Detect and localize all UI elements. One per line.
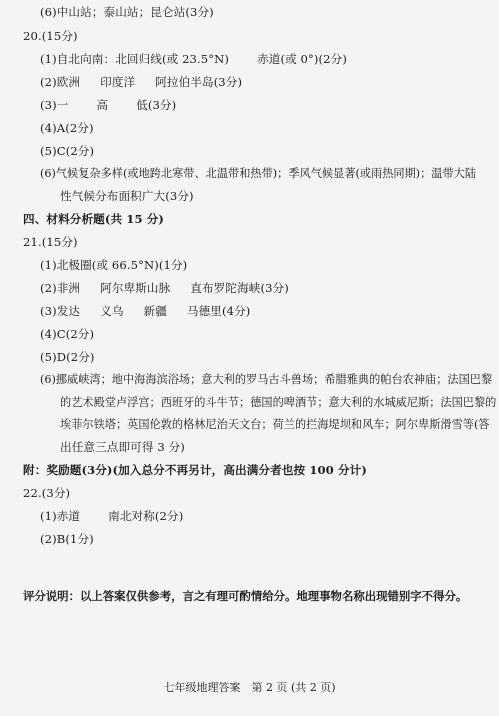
q20-item1 (40, 52, 347, 66)
q20-item3 (40, 98, 176, 112)
q22-item1 (40, 509, 183, 523)
q21-item1: (1)北极圈(或 66.5°N)(1分) (40, 258, 188, 272)
q20-item4: (4)A(2分) (40, 121, 94, 135)
q21-item6-line4: 出任意三点即可得 3 分) (60, 440, 185, 454)
q20-item6-line2: 性气候分布面积广大(3分) (60, 189, 194, 203)
q22-item2: (2)B(1分) (40, 532, 94, 546)
q20-item2-part-b: 印度洋 (100, 75, 136, 89)
q21-item5: (5)D(2分) (40, 350, 95, 364)
q20-item1-part-b: 赤道(或 0°)(2分) (257, 52, 347, 66)
q21-item2-part-b: 阿尔卑斯山脉 (100, 281, 171, 295)
q21-item3 (40, 304, 250, 318)
q21-item6-line2: 的艺术殿堂卢浮宫；西班牙的斗牛节；德国的啤酒节；意大利的水城威尼斯；法国巴黎的 (60, 396, 497, 409)
q21-item6-line3: 埃菲尔铁塔；英国伦敦的格林尼治天文台；荷兰的拦海堤坝和风车；阿尔卑斯滑雪等(答 (60, 418, 490, 431)
q21-item3-part-a: (3)发达 (40, 304, 81, 318)
q20-item3-part-a: (3)一 (40, 98, 69, 112)
q20-item2 (40, 75, 242, 89)
q20-item2-part-a: (2)欧洲 (40, 75, 81, 89)
page-footer: 七年级地理答案 第 2 页 (共 2 页) (163, 681, 336, 694)
bonus-title: 附：奖励题(3分)(加入总分不再另计，高出满分者也按 100 分计) (23, 463, 367, 477)
q21-item3-part-b: 义乌 (100, 304, 124, 318)
q21-item3-part-c: 新疆 (143, 304, 167, 318)
q20-item6-line1: (6)气候复杂多样(或地跨北寒带、北温带和热带)；季风气候显著(或雨热同期)；温带大陆 (40, 167, 477, 180)
q20-title: 20.(15分) (23, 29, 78, 43)
q21-title: 21.(15分) (23, 235, 78, 249)
q22-item1-part-a: (1)赤道 (40, 509, 81, 523)
q21-item6-line1: (6)挪威峡湾；地中海海滨浴场；意大利的罗马古斗兽场；希腊雅典的帕台农神庙；法国巴黎 (40, 373, 493, 386)
q22-item1-part-b: 南北对称(2分) (108, 509, 184, 523)
q20-item2-part-c: 阿拉伯半岛(3分) (155, 75, 243, 89)
q21-item4: (4)C(2分) (40, 327, 95, 341)
q21-item3-part-d: 马德里(4分) (186, 304, 251, 318)
q21-item2 (40, 281, 289, 295)
q19-item6: (6)中山站；泰山站；昆仑站(3分) (40, 5, 214, 19)
q20-item5: (5)C(2分) (40, 144, 95, 158)
q20-item1-part-a: (1)自北向南：北回归线(或 23.5°N) (40, 52, 230, 66)
grading-note: 评分说明：以上答案仅供参考，言之有理可酌情给分。地理事物名称出现错别字不得分。 (23, 589, 468, 603)
section4-title: 四、材料分析题(共 15 分) (23, 212, 165, 226)
q21-item2-part-c: 直布罗陀海峡(3分) (190, 281, 289, 295)
q20-item3-part-b: 高 (96, 98, 109, 112)
q21-item2-part-a: (2)非洲 (40, 281, 81, 295)
q20-item3-part-c: 低(3分) (136, 98, 177, 112)
q22-title: 22.(3分) (23, 486, 71, 500)
